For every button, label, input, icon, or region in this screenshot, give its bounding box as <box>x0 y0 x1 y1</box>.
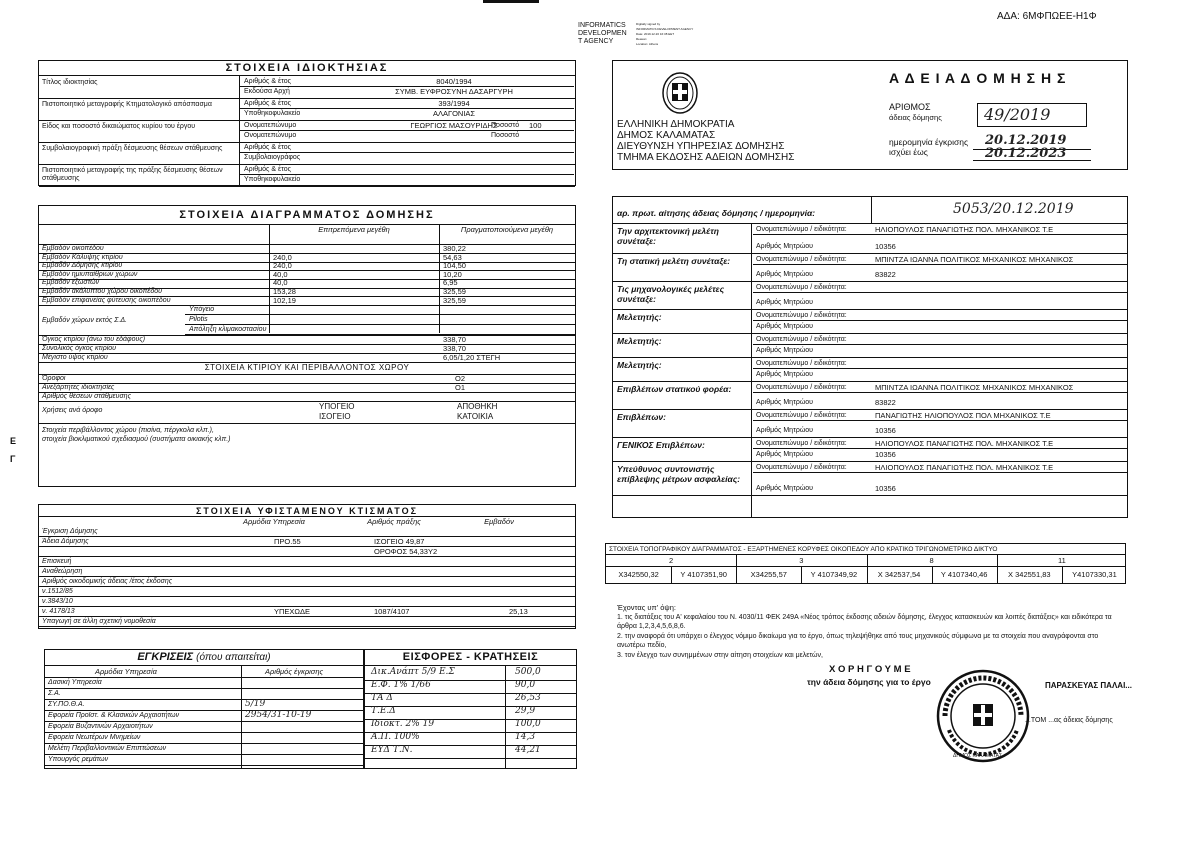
diagram-row-label: Εμβαδόν ακάλυπτου χώρου οικοπέδου <box>42 288 162 295</box>
ownership-value-2: ΑΛΑΓΟΝΙΑΣ <box>432 109 476 118</box>
engineer-reg-label: Αριθμός Μητρώου <box>756 399 814 406</box>
engineer-reg: 10356 <box>875 450 896 459</box>
approval-row-label: Δασική Υπηρεσία <box>48 679 102 686</box>
existing-col-header: Εμβαδόν <box>484 517 514 526</box>
diagram-section <box>38 205 576 487</box>
ownership-sublabel-2: Συμβολαιογράφος <box>244 154 301 161</box>
legal-item-3: 3. τον έλεγχο των συνημμένων στην αίτηση στοιχείων και μελετών, <box>617 652 823 659</box>
permit-valid-label: ισχύει έως <box>889 147 928 157</box>
existing-col-header: Αριθμός πράξης <box>367 517 421 526</box>
diagram-row3-value: Ο1 <box>455 383 466 393</box>
stamp-small-3: Date: 2019.12.20 16:38 EET <box>636 32 675 36</box>
engineer-reg: 10356 <box>875 426 896 435</box>
existing-row-label: ν.3843/10 <box>42 598 73 605</box>
ownership-sublabel-1: Αριθμός & έτος <box>244 78 292 85</box>
engineer-reg-label: Αριθμός Μητρώου <box>756 299 814 306</box>
existing-row-service: ΥΠΕΧΩΔΕ <box>274 607 311 616</box>
stamp-small-5: Location: Athens <box>636 42 659 46</box>
diagram-row3-label: Αριθμός θέσεων στάθμευσης <box>42 393 131 401</box>
topo-title: ΣΤΟΙΧΕΙΑ ΤΟΠΟΓΡΑΦΙΚΟΥ ΔΙΑΓΡΑΜΜΑΤΟΣ - ΕΞΑΡΤΗΜΕΝΕΣ ΚΟΡΥΦΕΣ ΟΙΚΟΠΕΔΟΥ ΑΠΟ ΚΡΑΤΙΚΟ ΤΡΙΓΩΝΟΜΕΤΡΙΚΟ ΔΙΚΤΥΟ <box>609 546 998 553</box>
application-value: 5053/20.12.2019 <box>953 201 1074 217</box>
diagram-row-actual: 325,59 <box>443 287 466 296</box>
col-allowed: Επιτρεπόμενα μεγέθη <box>318 225 390 234</box>
use-floor: ΥΠΟΓΕΙΟ <box>319 402 355 412</box>
engineer-role: Υπεύθυνος συντονιστής επίβλεψης μέτρων ασφαλείας: <box>617 464 741 484</box>
legal-item-1: 1. τις διατάξεις του Α' κεφαλαίου του Ν. 4030/11 ΦΕΚ 249Α «Νέος τρόπος έκδοσης αδειών δόμησης, έλεγχος κατασκευών και λοιπές διατάξεις» και ειδικότερα τα άρθρα 1,2,3,4,5,6,8,6. <box>617 614 1112 630</box>
fee-row-label: Α.Π. 100% <box>371 732 420 742</box>
engineer-name-label: Ονοματεπώνυμο / ειδικότητα: <box>756 256 847 263</box>
engineer-reg-label: Αριθμός Μητρώου <box>756 243 814 250</box>
topo-point: 11 <box>1057 556 1066 565</box>
diagram-row3-value: Ο2 <box>455 374 466 384</box>
ownership-value-1: 393/1994 <box>438 99 470 108</box>
topo-coord: Χ34255,57 <box>750 570 787 579</box>
approvals-title: ΕΓΚΡΙΣΕΙΣ <box>137 651 194 663</box>
stamp-line-2: DEVELOPMEN <box>578 30 627 37</box>
topo-coord: Υ 4107349,92 <box>810 570 858 579</box>
approval-row-value: 5/19 <box>245 699 266 709</box>
engineer-name: ΜΠΙΝΤΖΑ ΙΩΑΝΝΑ ΠΟΛΙΤΙΚΟΣ ΜΗΧΑΝΙΚΟΣ ΜΗΧΑΝΙΚΟΣ <box>875 255 1074 264</box>
engineer-name-label: Ονοματεπώνυμο / ειδικότητα: <box>756 360 847 367</box>
application-label: αρ. πρωτ. αίτησης άδειας δόμησης / ημερομηνία: <box>617 208 816 218</box>
diagram-row-allowed: 240,0 <box>273 252 292 262</box>
fee-row-value: 26,53 <box>515 693 541 703</box>
ownership-sublabel-2: Εκδούσα Αρχή <box>244 88 290 95</box>
stamp-small-2: INFORMATICS DEVELOPMENT AGENCY <box>636 27 694 31</box>
stamp-line-3: T AGENCY <box>578 38 614 45</box>
permit-number-label: ΑΡΙΘΜΟΣ <box>889 102 931 112</box>
fee-row-label: Τ.Ε.Δ <box>371 706 396 716</box>
side-mark-2: Γ <box>10 454 16 464</box>
extra-label: Εμβαδόν χώρων εκτός Σ.Δ. <box>42 317 128 325</box>
ownership-value-1: ΓΕΩΡΓΙΟΣ ΜΑΣΟΥΡΙΔΗΣ <box>410 121 498 130</box>
use-floor: ΙΣΟΓΕΙΟ <box>319 412 351 422</box>
engineer-role: Επιβλέπων: <box>617 412 666 422</box>
engineer-name: ΜΠΙΝΤΖΑ ΙΩΑΝΝΑ ΠΟΛΙΤΙΚΟΣ ΜΗΧΑΝΙΚΟΣ ΜΗΧΑΝΙΚΟΣ <box>875 383 1074 392</box>
diagram-row-actual: 54,63 <box>443 252 462 262</box>
existing-row-label: ν.1512/85 <box>42 588 73 595</box>
uses-label: Χρήσεις ανά όροφο <box>42 407 103 415</box>
permit-number-box <box>977 103 1087 127</box>
existing-row-label: Υπαγωγή σε άλλη σχετική νομοθεσία <box>42 618 156 625</box>
grant-subtext: την άδεια δόμησης για το έργο <box>807 677 931 687</box>
engineer-reg: 83822 <box>875 270 896 279</box>
permit-date-value: 20.12.2019 <box>985 133 1067 148</box>
approval-row-label: Σ.Α. <box>48 690 61 697</box>
ownership-section <box>38 60 576 186</box>
engineer-reg-label: Αριθμός Μητρώου <box>756 427 814 434</box>
greek-coat-of-arms-icon <box>661 71 699 115</box>
diagram-subtitle: ΣΤΟΙΧΕΙΑ ΚΤΙΡΙΟΥ ΚΑΙ ΠΕΡΙΒΑΛΛΟΝΤΟΣ ΧΩΡΟΥ <box>204 363 410 373</box>
fee-row-label: ΤΑ Δ <box>371 693 393 703</box>
engineer-name: ΠΑΝΑΓΙΩΤΗΣ ΗΛΙΟΠΟΥΛΟΣ ΠΟΛ ΜΗΧΑΝΙΚΟΣ Τ.Ε <box>875 411 1051 420</box>
diagram-row-actual: 6,95 <box>443 278 458 288</box>
signer-name: ΠΑΡΑΣΚΕΥΑΣ ΠΑΛΑΙ... <box>1045 681 1132 690</box>
permit-number-value: 49/2019 <box>984 105 1051 124</box>
stamp-small-4: Reason: <box>636 37 648 41</box>
ownership-sublabel-2: Υποθηκοφυλακείο <box>244 110 301 117</box>
engineer-reg-label: Αριθμός Μητρώου <box>756 323 814 330</box>
fee-row-value: 100,0 <box>515 719 541 729</box>
diagram-row2-label: Όγκος κτιρίου (άνω του εδάφους) <box>42 336 146 344</box>
stamp-small-1: Digitally signed by <box>636 22 661 26</box>
fee-row-value: 29,9 <box>515 706 536 716</box>
diagram-note-1: Στοιχεία περιβάλλοντος χώρου (πισίνα, πέργκολα κλπ.), <box>42 427 214 435</box>
extra-sub: Απόληξη κλιμακοστασίου <box>189 326 267 334</box>
engineer-role: Την αρχιτεκτονική μελέτη συνέταξε: <box>617 226 719 246</box>
topo-point: 2 <box>669 556 674 565</box>
diagram-row-allowed: 102,19 <box>273 295 296 305</box>
diagram-title: ΣΤΟΙΧΕΙΑ ΔΙΑΓΡΑΜΜΑΤΟΣ ΔΟΜΗΣΗΣ <box>179 209 435 221</box>
engineer-role: Μελετητής: <box>617 336 662 346</box>
ownership-sublabel-1: Ονοματεπώνυμο <box>244 122 297 129</box>
engineer-name-label: Ονοματεπώνυμο / ειδικότητα: <box>756 284 847 291</box>
ownership-label: Συμβολαιογραφική πράξη δέσμευσης θέσεων στάθμευσης <box>42 145 223 152</box>
use-type: ΚΑΤΟΙΚΙΑ <box>457 412 494 422</box>
approval-row-label: Εφορεία Προϊστ. & Κλασικών Αρχαιοτήτων <box>48 712 180 719</box>
engineer-reg-label: Αριθμός Μητρώου <box>756 347 814 354</box>
grant-text: Χ Ο Ρ Η Γ Ο Υ Μ Ε <box>829 664 911 675</box>
diagram-row-actual: 380,22 <box>443 244 466 253</box>
diagram-row2-label: Μέγιστο ύψος κτιρίου <box>42 354 108 362</box>
topo-coord: Υ 4107351,90 <box>680 570 727 579</box>
legal-section <box>605 603 1132 783</box>
extra-sub: Pilotis <box>189 316 208 324</box>
engineer-name-label: Ονοματεπώνυμο / ειδικότητα: <box>756 336 847 343</box>
approvals-title-sub: (όπου απαιτείται) <box>196 652 271 663</box>
diagram-row-label: Εμβαδόν ημιυπαίθριων χώρων <box>42 270 138 278</box>
engineer-reg-label: Αριθμός Μητρώου <box>756 371 814 378</box>
fee-row-label: ΕΥΔ Τ.Ν. <box>371 745 413 755</box>
existing-row-label: Άδεια Δόμησης <box>42 538 89 545</box>
diagram-row-allowed: 40,0 <box>273 278 288 288</box>
diagram-row2-actual: 338,70 <box>443 335 466 345</box>
ownership-label: Πιστοποιητικό μεταγραφής Κτηματολογικό απόσπασμα <box>42 101 212 108</box>
permit-title: Α Δ Ε Ι Α Δ Ο Μ Η Σ Η Σ <box>889 70 1067 86</box>
legal-intro: Έχοντας υπ' όψη: <box>617 603 676 612</box>
ownership-pct-label: Ποσοστό <box>491 122 520 129</box>
existing-row-number: ΙΣΟΓΕΙΟ 49,87 <box>374 537 425 546</box>
permit-number-sublabel: άδειας δόμησης <box>889 113 942 122</box>
engineer-name: ΗΛΙΟΠΟΥΛΟΣ ΠΑΝΑΓΙΩΤΗΣ ΠΟΛ. ΜΗΧΑΝΙΚΟΣ Τ.Ε <box>875 225 1054 234</box>
use-type: ΑΠΟΘΗΚΗ <box>457 402 498 412</box>
org-line-1: ΕΛΛΗΝΙΚΗ ΔΗΜΟΚΡΑΤΙΑ <box>617 119 735 130</box>
topographic-section <box>605 543 1126 584</box>
approval-row-label: ΣΥ.ΠΟ.Θ.Α. <box>48 701 85 708</box>
engineer-reg-label: Αριθμός Μητρώου <box>756 451 814 458</box>
engineer-name-label: Ονοματεπώνυμο / ειδικότητα: <box>756 412 847 419</box>
extra-sub: Υπόγειο <box>189 306 215 314</box>
ada-code: ΑΔΑ: 6ΜΦΠΩΕΕ-Η1Φ <box>997 11 1097 22</box>
fee-row-value: 500,0 <box>515 667 541 677</box>
diagram-row-actual: 325,59 <box>443 295 466 305</box>
ownership-sublabel-1: Αριθμός & έτος <box>244 144 292 151</box>
diagram-row-label: Εμβαδόν επιφανείας φύτευσης οικοπέδου <box>42 296 171 304</box>
approval-row-label: Εφορεία Βυζαντινών Αρχαιοτήτων <box>48 723 153 730</box>
existing-row-area: 25,13 <box>509 607 528 616</box>
existing-row-label: ν. 4178/13 <box>42 608 75 615</box>
existing-row-label: Επισκευή <box>42 558 72 565</box>
fees-section <box>364 649 577 769</box>
engineer-name-label: Ονοματεπώνυμο / ειδικότητα: <box>756 312 847 319</box>
existing-building-section <box>38 504 576 629</box>
engineers-section <box>612 196 1128 518</box>
diagram-row-actual: 104,50 <box>443 261 466 271</box>
engineer-reg: 83822 <box>875 398 896 407</box>
ownership-value-2: ΣΥΜΒ. ΕΥΦΡΟΣΥΝΗ ΔΑΣΑΡΓΥΡΗ <box>395 87 513 96</box>
engineer-name-label: Ονοματεπώνυμο / ειδικότητα: <box>756 384 847 391</box>
topo-coord: Χ 342537,54 <box>877 570 921 579</box>
engineer-name: ΗΛΙΟΠΟΥΛΟΣ ΠΑΝΑΓΙΩΤΗΣ ΠΟΛ. ΜΗΧΑΝΙΚΟΣ Τ.Ε <box>875 463 1054 472</box>
ownership-pct-1: 100 <box>529 121 542 130</box>
diagram-note-2: στοιχεία βιοκλιματικού σχεδιασμού (συστήματα οικιακής κλπ.) <box>42 436 231 444</box>
side-mark-1: Ε <box>10 436 17 446</box>
diagram-row-label: Εμβαδόν εξωστών <box>42 279 100 287</box>
diagram-row-allowed: 153,28 <box>273 287 296 296</box>
approvals-title-wrap <box>45 651 363 663</box>
topo-coord: Υ4107330,31 <box>1072 570 1117 579</box>
ownership-sublabel-2: Υποθηκοφυλακείο <box>244 176 301 183</box>
diagram-row-allowed: 240,0 <box>273 261 292 271</box>
engineer-name-label: Ονοματεπώνυμο / ειδικότητα: <box>756 226 847 233</box>
existing-row-service: ΠΡΟ.55 <box>274 537 301 546</box>
fees-title: ΕΙΣΦΟΡΕΣ - ΚΡΑΤΗΣΕΙΣ <box>402 651 539 663</box>
fee-row-value: 90,0 <box>515 680 536 690</box>
engineer-role: Μελετητής: <box>617 360 662 370</box>
official-seal <box>935 668 1031 764</box>
approvals-col2: Αριθμός έγκρισης <box>265 667 324 676</box>
top-scan-mark <box>483 0 539 3</box>
permit-date-label: ημερομηνία έγκρισης <box>889 137 969 147</box>
approval-row-value: 2954/31-10-19 <box>245 710 312 720</box>
topo-point: 3 <box>799 556 804 565</box>
diagram-row-label: Εμβαδόν Κάλυψης κτιρίου <box>42 253 123 261</box>
existing-row-label: Αριθμός οικοδομικής άδειας /έτος έκδοσης <box>42 578 173 585</box>
fee-row-value: 44,21 <box>515 745 541 755</box>
stamp-line-1: INFORMATICS <box>578 22 626 29</box>
diagram-row2-actual: 338,70 <box>443 344 466 354</box>
ownership-label: Τίτλος ιδιοκτησίας <box>42 79 98 86</box>
diagram-row-actual: 10,20 <box>443 269 462 279</box>
topo-coord: Χ342550,32 <box>618 570 659 579</box>
existing-col-header: Αρμόδια Υπηρεσία <box>243 517 305 526</box>
engineer-name-label: Ονοματεπώνυμο / ειδικότητα: <box>756 440 847 447</box>
diagram-row2-label: Συνολικός όγκος κτιρίου <box>42 345 116 353</box>
topo-coord: Χ 342551,83 <box>1008 570 1051 579</box>
seal-text: ΔΗΜΟΣ ΚΑΛΑΜΑΤΑΣ <box>953 753 1003 759</box>
approvals-col1: Αρμόδια Υπηρεσία <box>95 667 157 676</box>
engineer-role: ΓΕΝΙΚΟΣ Επιβλέπων: <box>617 440 705 450</box>
digital-signature-stamp <box>578 22 698 62</box>
existing-row-number: 1087/4107 <box>374 607 410 616</box>
engineer-reg: 10356 <box>875 484 896 493</box>
permit-valid-value: 20.12.2023 <box>985 146 1067 161</box>
existing-row-label: Έγκριση Δόμησης <box>42 528 98 535</box>
engineer-name-label: Ονοματεπώνυμο / ειδικότητα: <box>756 464 847 471</box>
ownership-sublabel-1: Αριθμός & έτος <box>244 100 292 107</box>
approval-row-label: Εφορεία Νεωτέρων Μνημείων <box>48 734 141 741</box>
ownership-sublabel-1: Αριθμός & έτος <box>244 166 292 173</box>
ownership-label: Είδος και ποσοστό δικαιώματος κυρίου του έργου <box>42 123 196 130</box>
permit-header <box>612 60 1128 170</box>
engineer-role: Επιβλέπων στατικού φορέα: <box>617 384 732 394</box>
ownership-pct-label-2: Ποσοστό <box>491 132 520 139</box>
col-actual: Πραγματοποιούμενα μεγέθη <box>460 225 554 234</box>
org-line-4: ΤΜΗΜΑ ΕΚΔΟΣΗΣ ΑΔΕΙΩΝ ΔΟΜΗΣΗΣ <box>617 152 795 163</box>
diagram-row-label: Εμβαδόν Δόμησης κτιρίου <box>42 262 123 270</box>
engineer-role: Τις μηχανολογικές μελέτες συνέταξε: <box>617 284 725 304</box>
existing-title: ΣΤΟΙΧΕΙΑ ΥΦΙΣΤΑΜΕΝΟΥ ΚΤΙΣΜΑΤΟΣ <box>196 506 418 516</box>
diagram-row3-label: Ανεξάρτητες ιδιοκτησίες <box>42 384 115 392</box>
diagram-row-label: Εμβαδόν οικοπέδου <box>42 245 104 252</box>
fee-row-label: Δικ.Ανάπτ 5/9 Ε.Σ <box>371 667 455 677</box>
ownership-label: Πιστοποιητικό μεταγραφής της πράξης δέσμευσης θέσεων στάθμευσης <box>42 167 223 182</box>
topo-coord: Υ 4107340,46 <box>940 570 988 579</box>
org-line-3: ΔΙΕΥΘΥΝΣΗ ΥΠΗΡΕΣΙΑΣ ΔΟΜΗΣΗΣ <box>617 141 785 152</box>
approval-row-label: Μελέτη Περιβαλλοντικών Επιπτώσεων <box>48 745 167 752</box>
engineer-role: Τη στατική μελέτη συνέταξε: <box>617 256 731 266</box>
legal-item-2: 2. την αναφορά ότι υπάρχει ο έλεγχος νόμιμο δικαίωμα για το έργο, όπως τηλεψήθηκε από τους μηχανικούς σύμφωνα με τα στοιχεία που αναγράφονται στο ανωτέρω πεδίο, <box>617 633 1099 649</box>
engineer-reg-label: Αριθμός Μητρώου <box>756 271 814 278</box>
engineer-role: Μελετητής: <box>617 312 662 322</box>
org-line-2: ΔΗΜΟΣ ΚΑΛΑΜΑΤΑΣ <box>617 130 716 141</box>
engineer-name: ΗΛΙΟΠΟΥΛΟΣ ΠΑΝΑΓΙΩΤΗΣ ΠΟΛ. ΜΗΧΑΝΙΚΟΣ Τ.Ε <box>875 439 1054 448</box>
engineer-reg: 10356 <box>875 242 896 251</box>
ownership-sublabel-2: Ονοματεπώνυμο <box>244 132 297 139</box>
fee-row-value: 14,3 <box>515 732 536 742</box>
fee-row-label: Ιδιοκτ. 2% 19 <box>371 719 435 729</box>
diagram-row3-label: Όροφοι <box>42 375 66 383</box>
diagram-row-allowed: 40,0 <box>273 269 288 279</box>
topo-point: 8 <box>929 556 934 565</box>
engineer-reg-label: Αριθμός Μητρώου <box>756 485 814 492</box>
ownership-value-1: 8040/1994 <box>436 77 472 86</box>
signer-sub: ...ΤΟΜ ...ας άδειας δόμησης <box>1025 717 1113 724</box>
existing-row-label: Αναθεώρηση <box>42 568 83 575</box>
existing-row-number: ΟΡΟΦΟΣ 54,33Υ2 <box>374 547 438 556</box>
diagram-row2-actual: 6,05/1,20 ΣΤΕΓΗ <box>443 353 501 363</box>
ownership-title: ΣΤΟΙΧΕΙΑ ΙΔΙΟΚΤΗΣΙΑΣ <box>225 62 389 74</box>
approval-row-label: Υπουργός ρεμάτων <box>48 756 109 763</box>
fee-row-label: Ε.Φ. 1% 1/66 <box>371 680 431 690</box>
approvals-section <box>44 649 364 769</box>
